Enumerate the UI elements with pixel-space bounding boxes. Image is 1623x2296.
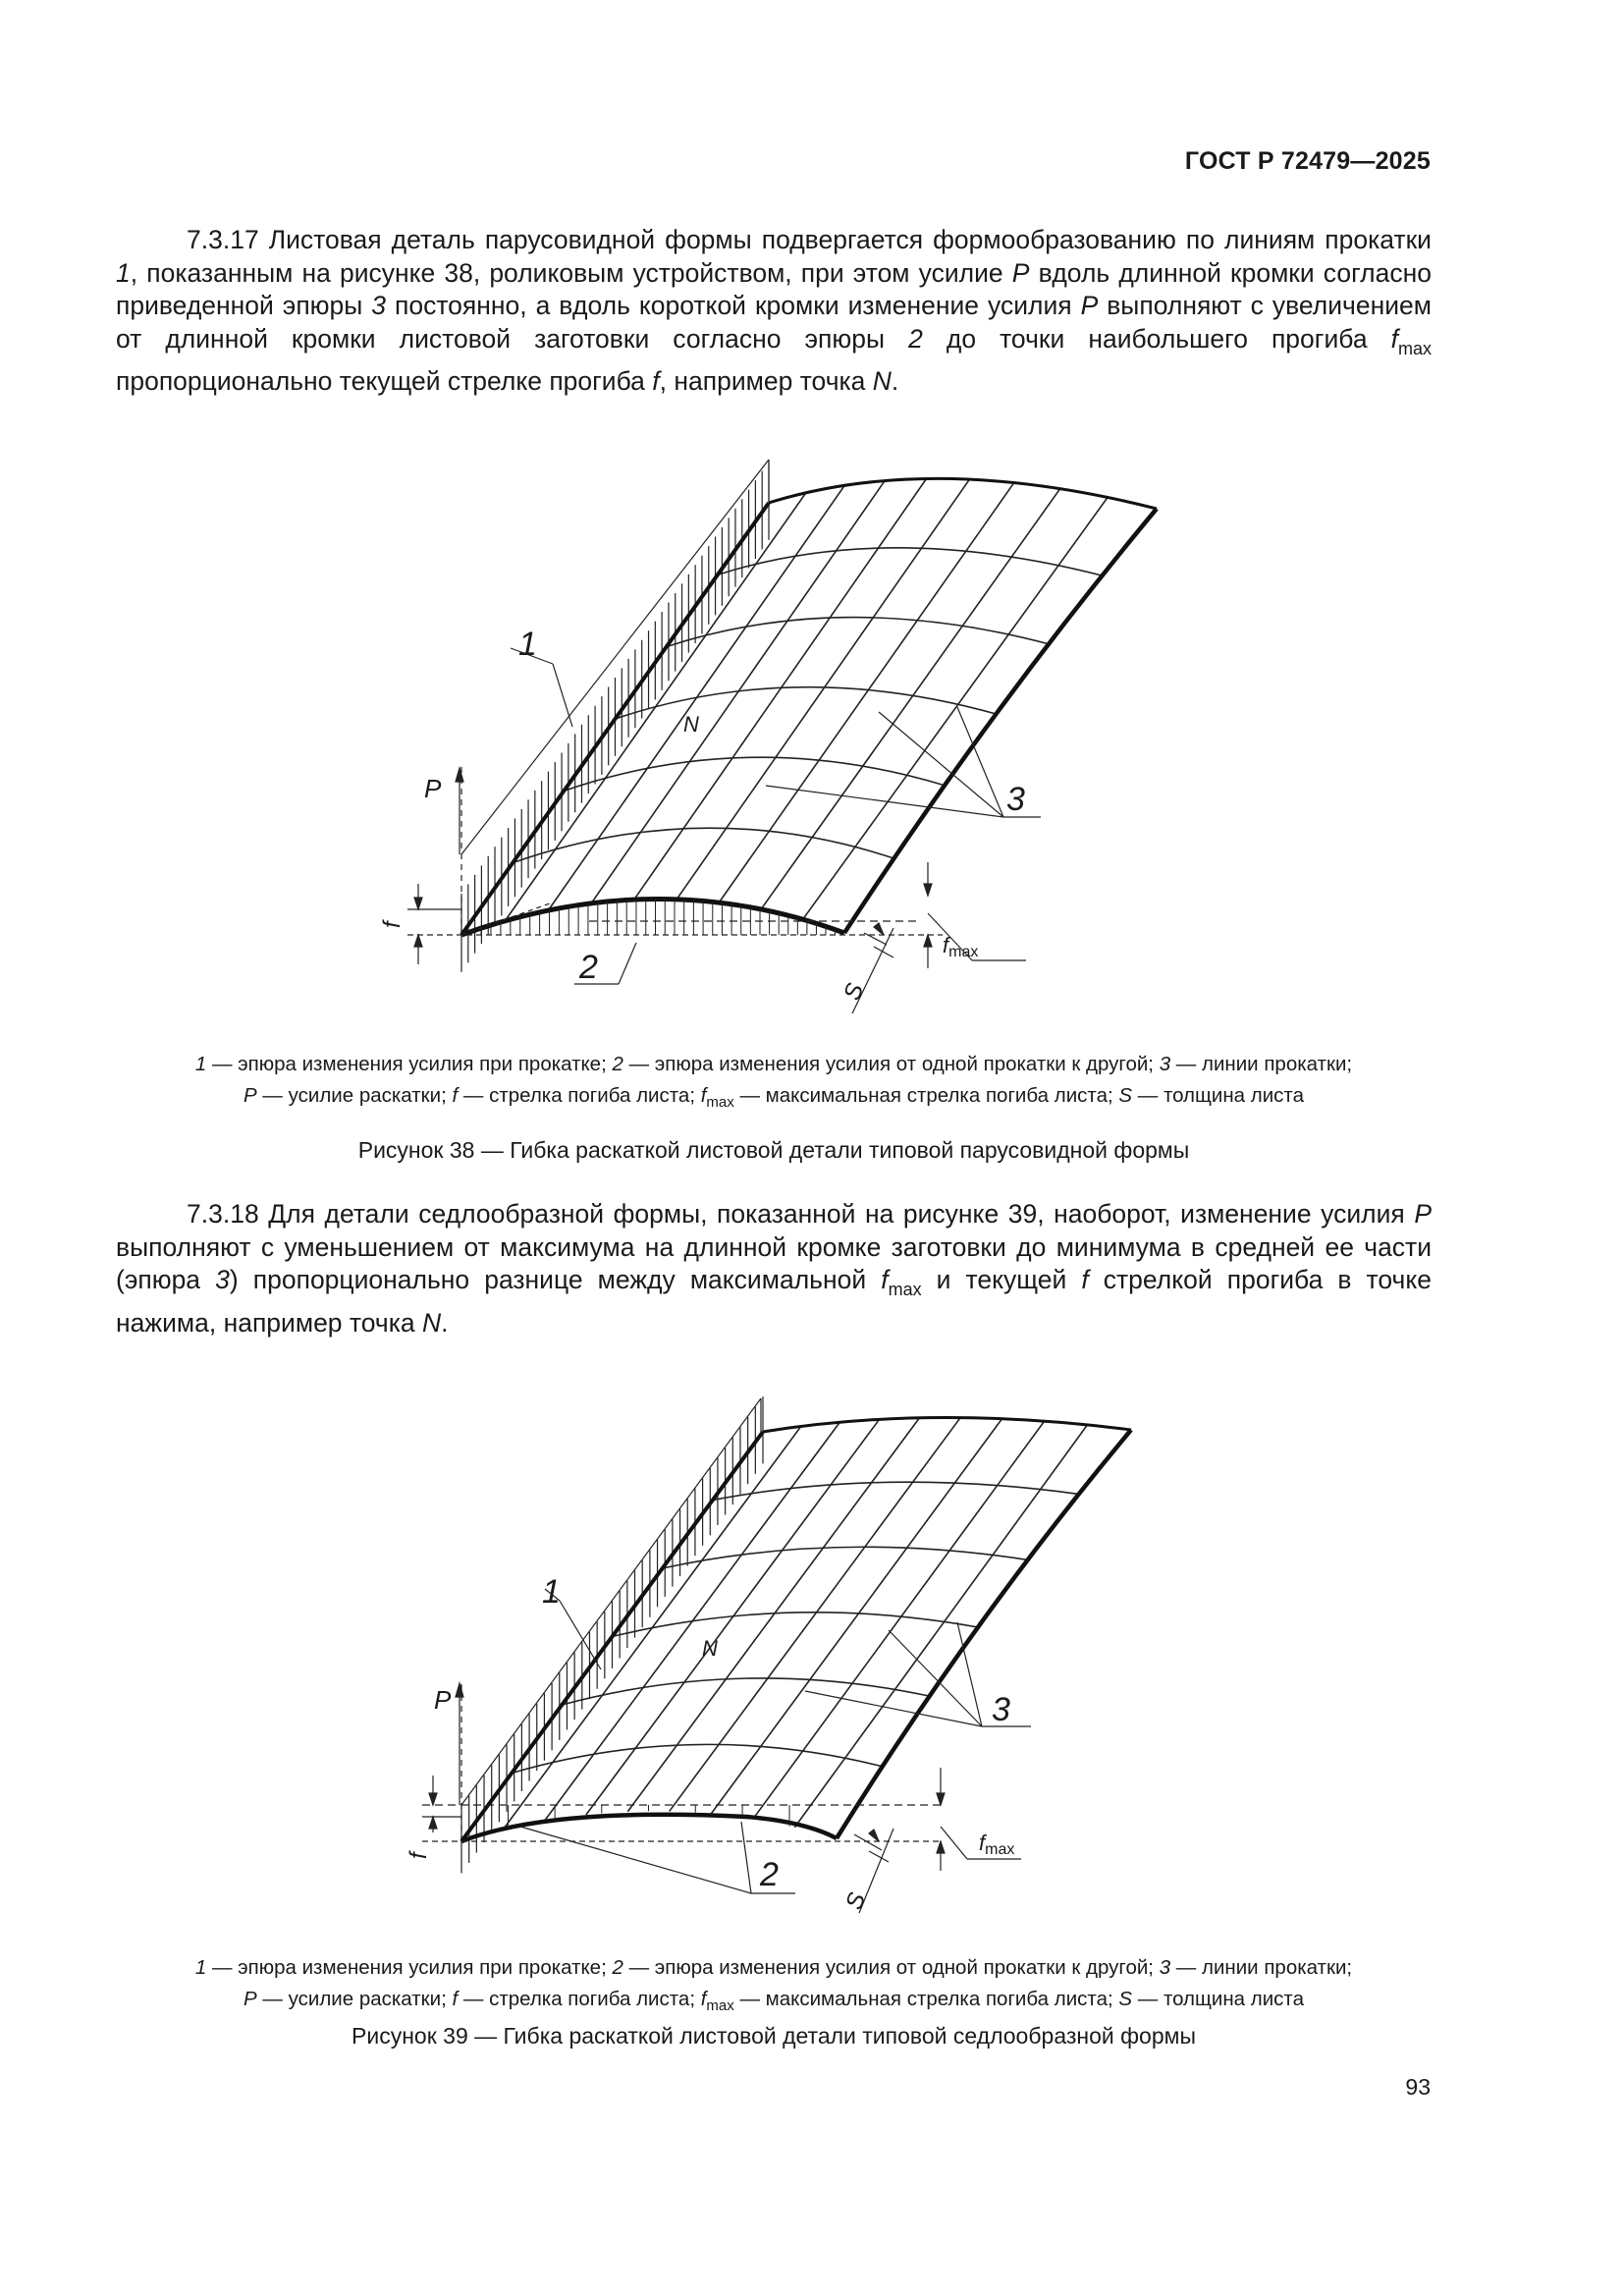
fig38-label-N: N xyxy=(683,712,699,737)
fig39-label-N: N xyxy=(702,1636,718,1661)
fig38-label-3: 3 xyxy=(1006,781,1025,818)
fig39-label-3: 3 xyxy=(992,1691,1010,1728)
fig39-label-S: S xyxy=(840,1888,872,1914)
fig39-label-fmax: fmax xyxy=(979,1831,1015,1858)
paragraph-7-3-18: 7.3.18 Для детали седлообразной формы, показанной на рисунке 39, наоборот, изменение усилия P выполняют с уменьшением от максимума на длинной кромке заготовки до минимума в средней ее части (эпюра 3) пропорционально разнице между максимальной $f_{max}$ и текущей f стрелкой прогиба в точке нажима, например точка N. xyxy=(116,1199,1432,1338)
figure-38-caption: Рисунок 38 — Гибка раскаткой листовой детали типовой парусовидной формы xyxy=(357,1137,1190,1163)
figure-38-diagram xyxy=(0,0,1623,1041)
fig38-label-1: 1 xyxy=(518,626,537,663)
fig39-sheet-grid xyxy=(503,1418,1087,1831)
fig38-label-f: f xyxy=(379,921,406,928)
fig39-label-P: P xyxy=(434,1685,452,1715)
fig38-sheet-grid xyxy=(505,479,1108,921)
paragraph-7-3-17: 7.3.17 Листовая деталь парусовидной формы подвергается формообразованию по линиям прокатки 1, показанным на рисунке 38, роликовым устройством, при этом усилие P вдоль длинной кромки согласно приведенной эпюры 3 постоянно, а вдоль короткой кромки изменение усилия P выполняют с увеличением от длинной кромки листовой заготовки согласно эпюры 2 до точки наибольшего прогиба $f_{max}$ пропорционально текущей стрелке прогиба f, например точка N. xyxy=(116,225,1432,396)
fig38-label-2: 2 xyxy=(579,949,598,986)
figure-38-legend: 1 — эпюра изменения усилия при прокатке; 2 — эпюра изменения усилия от одной прокатки к другой; 3 — линии прокатки; P — усилие раскатки; f — стрелка погиба листа; $f_{max}$ — максимальная стрелка погиба листа; S — толщина листа xyxy=(194,1053,1353,1111)
fig39-label-1: 1 xyxy=(542,1573,561,1611)
figure-39-diagram xyxy=(0,1355,1623,1964)
fig38-label-fmax: fmax xyxy=(943,933,979,960)
fig39-label-2: 2 xyxy=(760,1856,779,1893)
page-number: 93 xyxy=(1405,2074,1431,2100)
figure-39-legend: 1 — эпюра изменения усилия при прокатке; 2 — эпюра изменения усилия от одной прокатки к другой; 3 — линии прокатки; P — усилие раскатки; f — стрелка погиба листа; $f_{max}$ — максимальная стрелка погиба листа; S — толщина листа xyxy=(194,1956,1353,2014)
fig38-label-P: P xyxy=(424,774,442,803)
figure-39-caption: Рисунок 39 — Гибка раскаткой листовой детали типовой седлообразной формы xyxy=(352,2023,1196,2049)
fig38-label-S: S xyxy=(839,979,870,1005)
document-header: ГОСТ Р 72479—2025 xyxy=(1184,147,1431,175)
fig39-label-f: f xyxy=(406,1852,432,1859)
